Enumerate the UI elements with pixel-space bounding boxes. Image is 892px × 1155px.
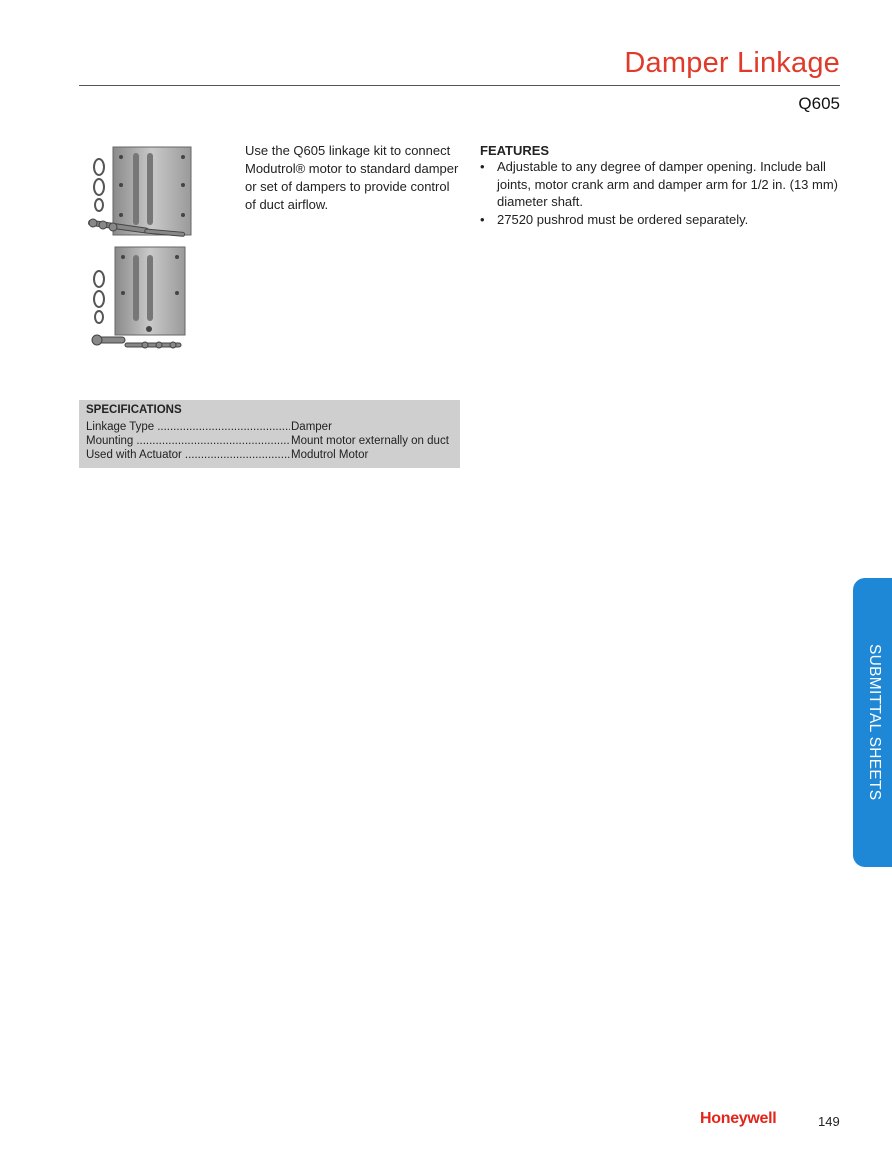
page-title: Damper Linkage (624, 47, 840, 79)
model-number: Q605 (798, 94, 840, 113)
specifications-box (79, 400, 460, 468)
spec-label: Used with Actuator (86, 449, 182, 461)
dot-leader (185, 448, 290, 462)
dot-leader (136, 434, 290, 448)
spec-value: Modutrol Motor (291, 449, 369, 461)
spec-row (86, 420, 453, 434)
spec-row (86, 434, 453, 448)
dot-leader (157, 420, 290, 434)
feature-item (480, 211, 850, 229)
title-divider (79, 85, 840, 86)
intro-text: Use the Q605 linkage kit to connect Modutrol® motor to standard damper or set of dampers to provide control of duct airflow. (245, 143, 459, 212)
page-number: 149 (818, 1114, 840, 1129)
features-heading: FEATURES (480, 143, 550, 158)
features-section (480, 143, 850, 228)
brand-logo: Honeywell (700, 1110, 777, 1127)
feature-text: 27520 pushrod must be ordered separately. (497, 211, 749, 227)
bullet-icon: • (480, 159, 485, 174)
spec-value: Mount motor externally on duct (291, 435, 449, 447)
features-list (480, 158, 850, 228)
spec-value: Damper (291, 421, 332, 433)
spec-row (86, 448, 453, 462)
section-tab-label[interactable]: SUBMITTAL SHEETS (866, 644, 883, 801)
feature-item (480, 158, 850, 211)
feature-text: Adjustable to any degree of damper opening. Include ball joints, motor crank arm and damper arm for 1/2 in. (13 mm) diameter shaft. (497, 159, 839, 209)
spec-label: Mounting (86, 435, 134, 447)
bullet-icon: • (480, 211, 485, 227)
product-photo (85, 145, 195, 355)
specifications-heading: SPECIFICATIONS (86, 404, 182, 416)
spec-label: Linkage Type (86, 421, 155, 433)
